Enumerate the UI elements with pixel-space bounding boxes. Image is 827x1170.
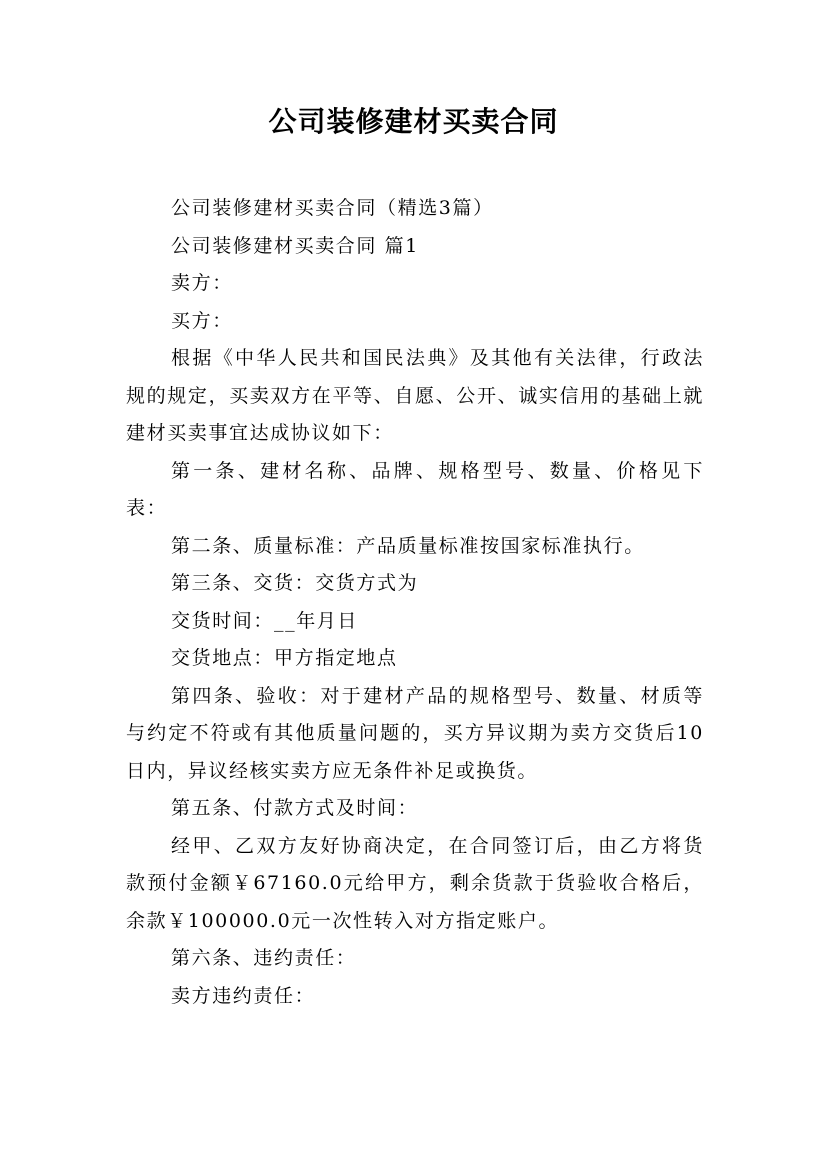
paragraph-seller-liability: 卖方违约责任： — [171, 984, 316, 1007]
paragraph-payment-terms: 经甲、乙双方友好协商决定，在合同签订后，由乙方将货款预付金额￥67160.0元给甲方，剩余货款于货验收合格后，余款￥100000.0元一次性转入对方指定账户。 — [126, 834, 704, 932]
paragraph-article-1: 第一条、建材名称、品牌、规格型号、数量、价格见下表： — [126, 459, 704, 519]
paragraph-delivery-place: 交货地点：甲方指定地点 — [171, 647, 398, 669]
paragraph-article-2: 第二条、质量标准：产品质量标准按国家标准执行。 — [171, 534, 645, 557]
document-body — [126, 190, 704, 1015]
paragraph-article-4: 第四条、验收：对于建材产品的规格型号、数量、材质等与约定不符或有其他质量问题的，买方异议期为卖方交货后10日内，异议经核实卖方应无条件补足或换货。 — [126, 684, 704, 782]
document-title: 公司装修建材买卖合同 — [268, 105, 559, 138]
paragraph-article-3: 第三条、交货：交货方式为 — [171, 572, 419, 594]
paragraph-buyer: 买方： — [171, 309, 233, 332]
paragraph-article-6: 第六条、违约责任： — [171, 947, 357, 969]
paragraph-section-heading: 公司装修建材买卖合同 篇1 — [171, 234, 419, 257]
paragraph-preamble: 根据《中华人民共和国民法典》及其他有关法律，行政法规的规定，买卖双方在平等、自愿、公开、诚实信用的基础上就建材买卖事宜达成协议如下： — [126, 347, 704, 444]
paragraph-delivery-time: 交货时间：__年月日 — [171, 609, 359, 632]
paragraph-article-5: 第五条、付款方式及时间： — [171, 797, 419, 819]
paragraph-subtitle: 公司装修建材买卖合同（精选3篇） — [171, 197, 494, 219]
paragraph-seller: 卖方： — [171, 272, 233, 294]
